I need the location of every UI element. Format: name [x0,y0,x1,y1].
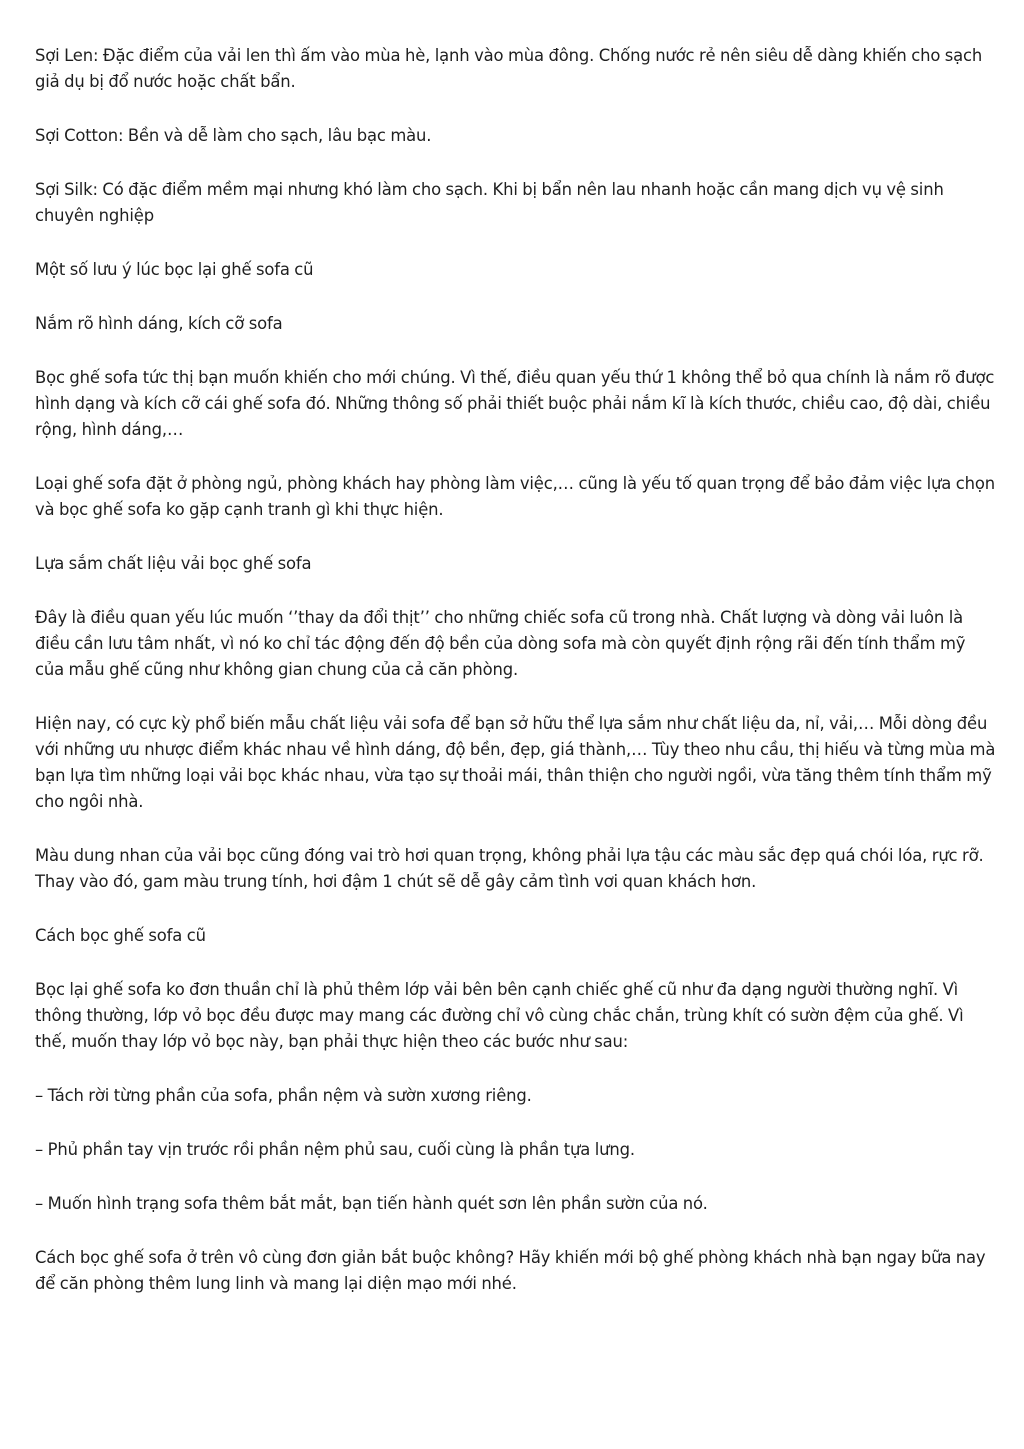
paragraph-loai-ghe: Loại ghế sofa đặt ở phòng ngủ, phòng khách hay phòng làm việc,… cũng là yếu tố quan trọng để bảo đảm việc lựa chọn và bọc ghế sofa ko gặp cạnh tranh gì khi thực hiện. [35,474,995,519]
document-body [35,43,997,1325]
paragraph-kich-co: Bọc ghế sofa tức thị bạn muốn khiến cho mới chúng. Vì thế, điều quan yếu thứ 1 không thể bỏ qua chính là nắm rõ được hình dạng và kích cỡ cái ghế sofa đó. Những thông số phải thiết buộc phải nắm kĩ là kích thước, chiều cao, độ dài, chiều rộng, hình dáng,… [35,368,995,439]
section-heading-cach-boc: Cách bọc ghế sofa cũ [35,926,206,945]
step-phu-tay-vin: – Phủ phần tay vịn trước rồi phần nệm phủ sau, cuối cùng là phần tựa lưng. [35,1140,635,1159]
paragraph-thay-da: Đây là điều quan yếu lúc muốn ‘’thay da đổi thịt’’ cho những chiếc sofa cũ trong nhà. Chất lượng và dòng vải luôn là điều cần lưu tâm nhất, vì nó ko chỉ tác động đến độ bền của dòng sofa mà còn quyết định rộng rãi đến tính thẩm mỹ của mẫu ghế cũng như không gian chung của cả căn phòng. [35,608,966,679]
step-quet-son: – Muốn hình trạng sofa thêm bắt mắt, bạn tiến hành quét sơn lên phần sườn của nó. [35,1194,708,1213]
section-heading-luu-y: Một số lưu ý lúc bọc lại ghế sofa cũ [35,260,314,279]
paragraph-mau-sac: Màu dung nhan của vải bọc cũng đóng vai trò hơi quan trọng, không phải lựa tậu các màu sắc đẹp quá chói lóa, rực rỡ. Thay vào đó, gam màu trung tính, hơi đậm 1 chút sẽ dễ gây cảm tình vơi quan khách hơn. [35,846,984,891]
subheading-hinh-dang: Nắm rõ hình dáng, kích cỡ sofa [35,314,283,333]
step-tach-roi: – Tách rời từng phần của sofa, phần nệm và sườn xương riêng. [35,1086,532,1105]
paragraph-ket-luan: Cách bọc ghế sofa ở trên vô cùng đơn giản bắt buộc không? Hãy khiến mới bộ ghế phòng khách nhà bạn ngay bữa nay để căn phòng thêm lung linh và mang lại diện mạo mới nhé. [35,1248,986,1293]
paragraph-soi-len: Sợi Len: Đặc điểm của vải len thì ấm vào mùa hè, lạnh vào mùa đông. Chống nước rẻ nên siêu dễ dàng khiến cho sạch giả dụ bị đổ nước hoặc chất bẩn. [35,46,983,91]
paragraph-soi-silk: Sợi Silk: Có đặc điểm mềm mại nhưng khó làm cho sạch. Khi bị bẩn nên lau nhanh hoặc cần mang dịch vụ vệ sinh chuyên nghiệp [35,180,944,225]
paragraph-boc-lai: Bọc lại ghế sofa ko đơn thuần chỉ là phủ thêm lớp vải bên bên cạnh chiếc ghế cũ như đa dạng người thường nghĩ. Vì thông thường, lớp vỏ bọc đều được may mang các đường chỉ vô cùng chắc chắn, trùng khít có sườn đệm của ghế. Vì thế, muốn thay lớp vỏ bọc này, bạn phải thực hiện theo các bước như sau: [35,980,964,1051]
paragraph-soi-cotton: Sợi Cotton: Bền và dễ làm cho sạch, lâu bạc màu. [35,126,432,145]
paragraph-hien-nay: Hiện nay, có cực kỳ phổ biến mẫu chất liệu vải sofa để bạn sở hữu thể lựa sắm như chất liệu da, nỉ, vải,… Mỗi dòng đều với những ưu nhược điểm khác nhau về hình dáng, độ bền, đẹp, giá thành,… Tùy theo nhu cầu, thị hiếu và từng mùa mà bạn lựa tìm những loại vải bọc khác nhau, vừa tạo sự thoải mái, thân thiện cho người ngồi, vừa tăng thêm tính thẩm mỹ cho ngôi nhà. [35,714,996,811]
subheading-chat-lieu: Lựa sắm chất liệu vải bọc ghế sofa [35,554,312,573]
